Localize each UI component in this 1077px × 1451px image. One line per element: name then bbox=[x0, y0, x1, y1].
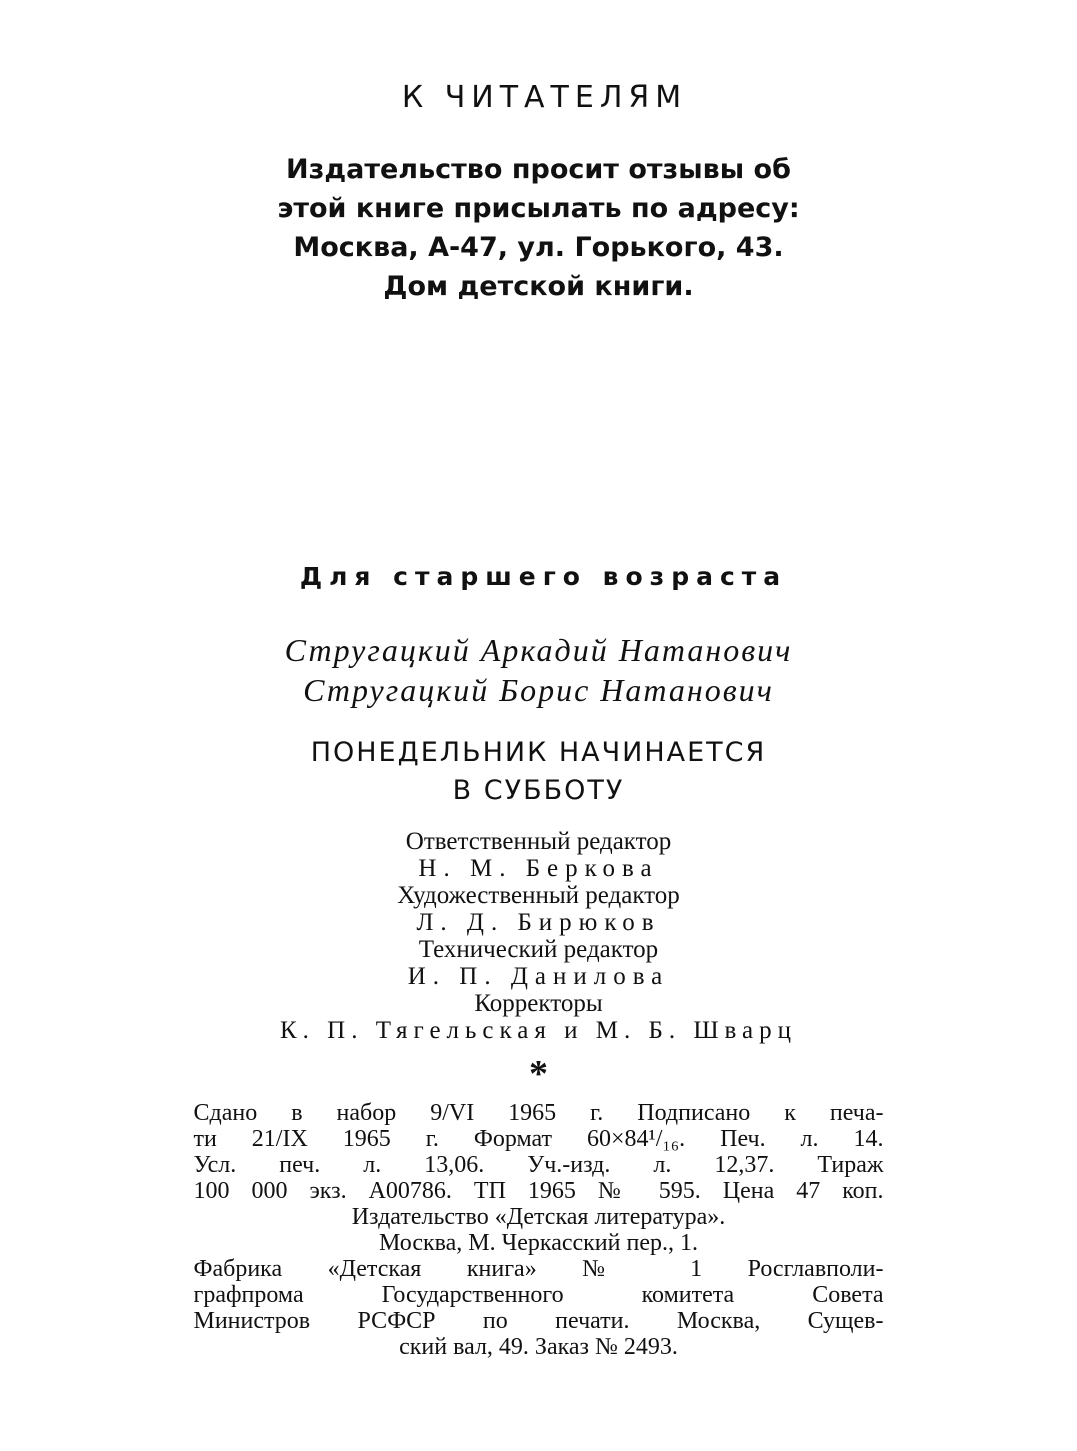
imprint-line: ский вал, 49. Заказ № 2493. bbox=[399, 1334, 678, 1360]
credit-name: Л. Д. Бирюков bbox=[416, 909, 661, 936]
credit-role: Корректоры bbox=[474, 990, 603, 1017]
book-title-line: ПОНЕДЕЛЬНИК НАЧИНАЕТСЯ bbox=[310, 737, 767, 768]
credit-role: Технический редактор bbox=[418, 936, 659, 963]
author-name: Стругацкий Борис Натанович bbox=[303, 672, 774, 708]
credit-name: И. П. Данилова bbox=[407, 963, 670, 990]
readers-line: Москва, А-47, ул. Горького, 43. bbox=[293, 232, 784, 263]
authors bbox=[0, 630, 1077, 710]
imprint bbox=[0, 1100, 1077, 1360]
imprint-line: 100 000 экз. А00786. ТП 1965 № 595. Цена 47 коп. bbox=[193, 1178, 884, 1204]
imprint-line: Москва, М. Черкасский пер., 1. bbox=[378, 1230, 698, 1256]
author-name: Стругацкий Аркадий Натанович bbox=[284, 632, 793, 668]
imprint-line: Министров РСФСР по печати. Москва, Сущев- bbox=[193, 1308, 884, 1334]
credit-role: Художественный редактор bbox=[397, 882, 680, 909]
credit-name: Н. М. Беркова bbox=[418, 855, 659, 882]
imprint-line: Сдано в набор 9/VI 1965 г. Подписано к печа- bbox=[193, 1100, 884, 1126]
imprint-line: графпрома Государственного комитета Совета bbox=[193, 1282, 884, 1308]
readers-line: этой книге присылать по адресу: bbox=[277, 193, 800, 224]
readers-heading: К ЧИТАТЕЛЯМ bbox=[401, 80, 688, 115]
book-title bbox=[0, 734, 1077, 810]
star-separator: * bbox=[529, 1053, 548, 1095]
credit-name: К. П. Тягельская и М. Б. Шварц bbox=[279, 1017, 798, 1044]
imprint-line: Усл. печ. л. 13,06. Уч.-изд. л. 12,37. Тираж bbox=[193, 1152, 884, 1178]
age-label: Для старшего возраста bbox=[299, 562, 788, 591]
readers-note bbox=[0, 150, 1077, 306]
readers-line: Издательство просит отзывы об bbox=[286, 154, 791, 185]
imprint-line: Фабрика «Детская книга» № 1 Росглавполи- bbox=[193, 1256, 884, 1282]
readers-line: Дом детской книги. bbox=[383, 271, 694, 302]
credits bbox=[0, 828, 1077, 1044]
book-title-line: В СУББОТУ bbox=[452, 775, 625, 806]
credit-role: Ответственный редактор bbox=[405, 828, 672, 855]
imprint-line: ти 21/IX 1965 г. Формат 60×84¹/₁₆. Печ. л. 14. bbox=[193, 1126, 884, 1152]
imprint-line: Издательство «Детская литература». bbox=[351, 1204, 726, 1230]
